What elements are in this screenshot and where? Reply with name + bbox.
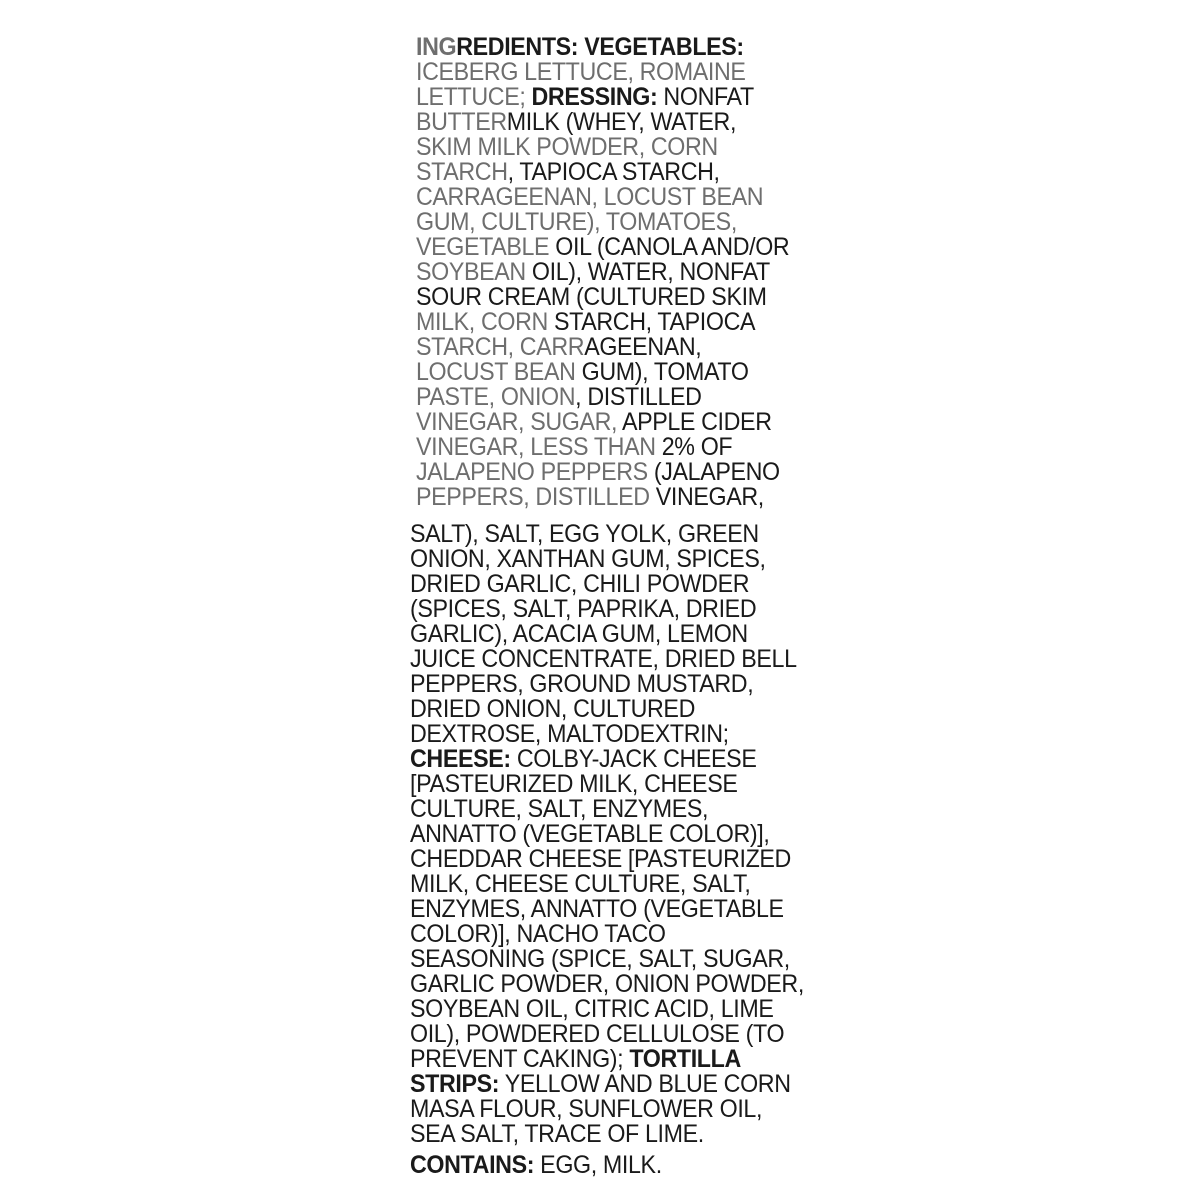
ingredients-line <box>410 797 708 822</box>
text-span: OIL), WATER, NONFAT <box>525 258 770 286</box>
ingredients-line <box>410 847 791 872</box>
ingredients-line <box>410 972 804 997</box>
text-span: [PASTEURIZED MILK, CHEESE <box>410 770 738 798</box>
ingredients-line <box>416 135 718 160</box>
text-span: COLBY-JACK CHEESE <box>510 745 757 773</box>
text-span: STARCH <box>416 158 508 186</box>
text-span: VINEGAR, LESS THAN <box>416 433 656 461</box>
text-span: SEASONING (SPICE, SALT, SUGAR, <box>410 945 790 973</box>
ingredients-line <box>416 35 744 60</box>
text-span: PREVENT CAKING); <box>410 1045 630 1073</box>
text-span: 2% OF <box>655 433 733 461</box>
text-span: (JALAPENO <box>647 458 780 486</box>
text-span: LETTUCE; <box>416 83 532 111</box>
ingredients-heading-fragment: ING <box>416 33 457 61</box>
text-span: SOYBEAN <box>416 258 526 286</box>
text-span: MILK, CORN <box>416 308 548 336</box>
ingredients-line <box>410 597 756 622</box>
ingredients-line <box>416 160 720 185</box>
text-span: ONION, XANTHAN GUM, SPICES, <box>410 545 766 573</box>
text-span: SEA SALT, TRACE OF LIME. <box>410 1120 704 1148</box>
text-span: CHEDDAR CHEESE [PASTEURIZED <box>410 845 791 873</box>
ingredients-line <box>416 85 754 110</box>
text-span: SALT), SALT, EGG YOLK, GREEN <box>410 520 759 548</box>
ingredients-line <box>410 1122 704 1147</box>
ingredients-line <box>410 572 749 597</box>
text-span: ANNATTO (VEGETABLE COLOR)], <box>410 820 770 848</box>
text-span: OIL (CANOLA AND/OR <box>549 233 790 261</box>
text-span: GUM), TOMATO <box>575 358 749 386</box>
ingredients-line <box>416 310 755 335</box>
contains-heading: CONTAINS: <box>410 1151 535 1179</box>
contains-line <box>410 1153 662 1178</box>
ingredients-line <box>410 997 774 1022</box>
ingredients-line <box>416 185 763 210</box>
ingredients-line <box>410 697 695 722</box>
text-span: SKIM MILK POWDER, CORN <box>416 133 718 161</box>
text-span: DRIED ONION, CULTURED <box>410 695 695 723</box>
text-span: STARCH, CARR <box>416 333 585 361</box>
ingredients-line <box>416 485 764 510</box>
text-span: JALAPENO PEPPERS <box>416 458 648 486</box>
ingredients-line <box>410 747 756 772</box>
ingredients-line <box>410 822 769 847</box>
allergens-text: EGG, MILK. <box>534 1151 662 1179</box>
ingredients-line <box>410 922 666 947</box>
text-span: DRIED GARLIC, CHILI POWDER <box>410 570 750 598</box>
ingredients-line <box>410 672 753 697</box>
text-span: CULTURE, SALT, ENZYMES, <box>410 795 709 823</box>
ingredients-line <box>416 410 772 435</box>
ingredients-line <box>410 1047 741 1072</box>
text-span: SOYBEAN OIL, CITRIC ACID, LIME <box>410 995 774 1023</box>
text-span: AGEENAN, <box>584 333 702 361</box>
text-span: ICEBERG LETTUCE, ROMAINE <box>416 58 746 86</box>
text-span: CARRAGEENAN, LOCUST BEAN <box>416 183 764 211</box>
text-span: COLOR)], NACHO TACO <box>410 920 666 948</box>
ingredients-line <box>410 547 766 572</box>
ingredients-line <box>410 897 784 922</box>
text-span: PASTE, ONION <box>416 383 576 411</box>
ingredients-line <box>410 872 751 897</box>
text-span: STARCH, TAPIOCA <box>547 308 756 336</box>
ingredients-line <box>410 647 797 672</box>
text-span: , TAPIOCA STARCH, <box>507 158 720 186</box>
text-span: LOCUST BEAN <box>416 358 576 386</box>
strips-heading: STRIPS: <box>410 1070 500 1098</box>
ingredients-heading: REDIENTS: VEGETABLES: <box>456 33 744 61</box>
ingredients-line <box>416 210 737 235</box>
text-span: DEXTROSE, MALTODEXTRIN; <box>410 720 729 748</box>
ingredients-line <box>416 385 702 410</box>
text-span: BUTTER <box>416 108 507 136</box>
text-span: VINEGAR, <box>649 483 764 511</box>
ingredients-line <box>410 772 737 797</box>
text-span: MASA FLOUR, SUNFLOWER OIL, <box>410 1095 763 1123</box>
ingredients-line <box>410 722 729 747</box>
text-span: (SPICES, SALT, PAPRIKA, DRIED <box>410 595 757 623</box>
text-span: VEGETABLE <box>416 233 550 261</box>
text-span: MILK (WHEY, WATER, <box>506 108 737 136</box>
text-span: MILK, CHEESE CULTURE, SALT, <box>410 870 751 898</box>
text-span: GUM, CULTURE), TOMATOES, <box>416 208 737 236</box>
text-span: VINEGAR, SUGAR, <box>416 408 618 436</box>
text-span: NONFAT <box>657 83 754 111</box>
ingredients-line <box>410 1072 791 1097</box>
dressing-heading: DRESSING: <box>531 83 658 111</box>
ingredients-line <box>410 522 759 547</box>
ingredients-line <box>416 110 736 135</box>
text-span: YELLOW AND BLUE CORN <box>499 1070 791 1098</box>
tortilla-heading: TORTILLA <box>629 1045 741 1073</box>
ingredients-line <box>416 460 780 485</box>
text-span: OIL), POWDERED CELLULOSE (TO <box>410 1020 785 1048</box>
ingredients-line <box>410 1022 784 1047</box>
ingredients-line <box>416 60 746 85</box>
text-span: PEPPERS, DISTILLED <box>416 483 650 511</box>
ingredients-line <box>416 360 749 385</box>
ingredients-line <box>410 947 790 972</box>
text-span: GARLIC POWDER, ONION POWDER, <box>410 970 804 998</box>
text-span: ENZYMES, ANNATTO (VEGETABLE <box>410 895 784 923</box>
text-span: JUICE CONCENTRATE, DRIED BELL <box>410 645 797 673</box>
cheese-heading: CHEESE: <box>410 745 511 773</box>
text-span: SOUR CREAM (CULTURED SKIM <box>416 283 767 311</box>
text-span: GARLIC), ACACIA GUM, LEMON <box>410 620 748 648</box>
ingredients-line <box>416 235 789 260</box>
ingredients-line <box>410 622 748 647</box>
text-span: PEPPERS, GROUND MUSTARD, <box>410 670 754 698</box>
ingredients-line <box>410 1097 762 1122</box>
ingredients-line <box>416 435 732 460</box>
ingredients-line <box>416 335 701 360</box>
ingredients-line <box>416 260 770 285</box>
text-span: APPLE CIDER <box>617 408 772 436</box>
text-span: , DISTILLED <box>575 383 702 411</box>
ingredients-line <box>416 285 767 310</box>
